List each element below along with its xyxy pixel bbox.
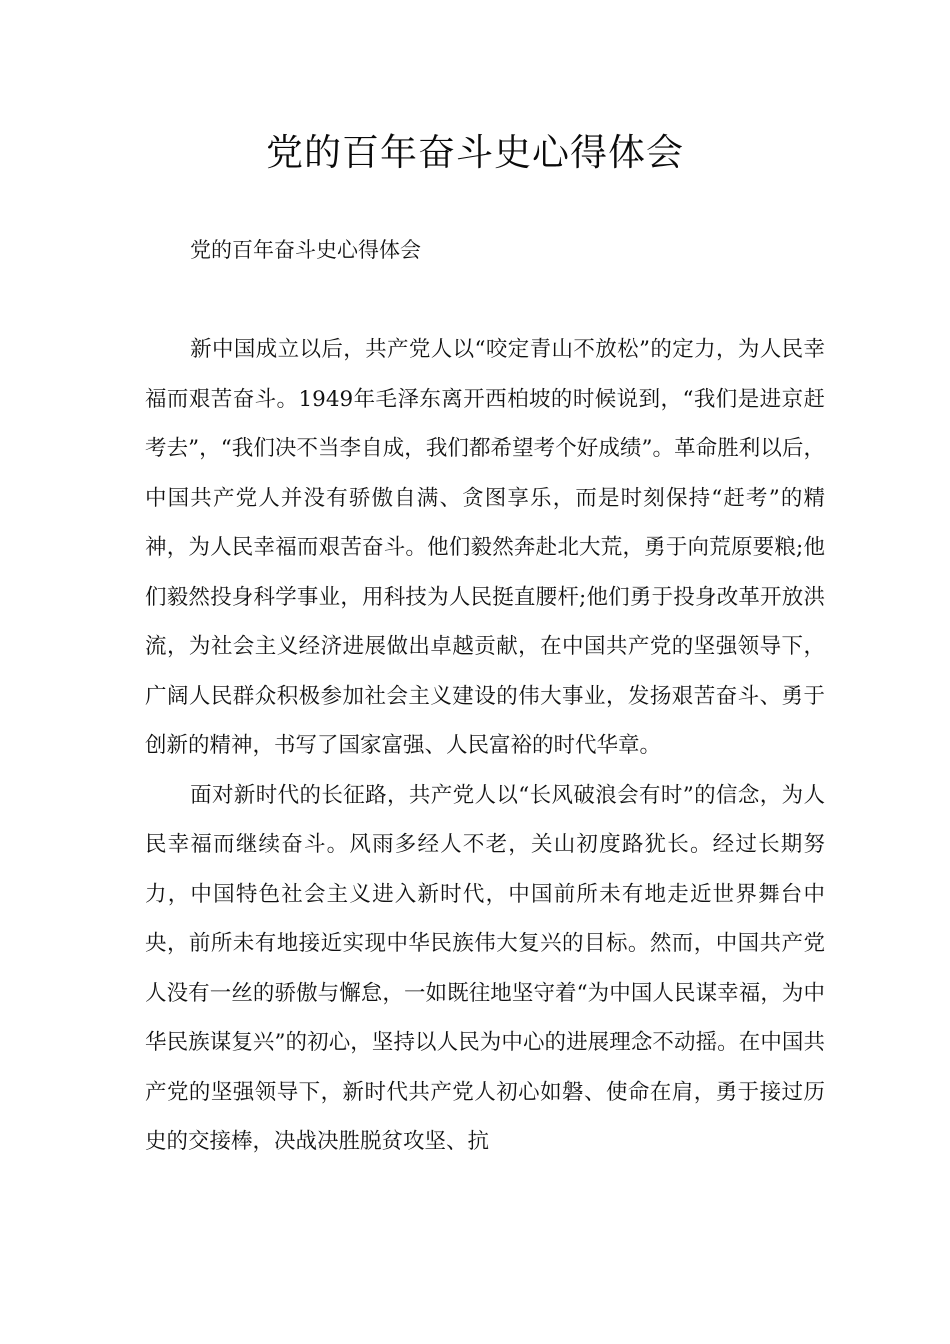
document-subtitle: 党的百年奋斗史心得体会: [190, 238, 421, 262]
document-body: [145, 325, 825, 1167]
document-title: 党的百年奋斗史心得体会: [266, 131, 684, 174]
paragraph-1: 新中国成立以后，共产党人以“咬定青山不放松”的定力，为人民幸福而艰苦奋斗。1949年毛泽东离开西柏坡的时候说到，“我们是进京赶考去”，“我们决不当李自成，我们都希望考个好成绩”。革命胜利以后，中国共产党人并没有骄傲自满、贪图享乐，而是时刻保持“赶考”的精神，为人民幸福而艰苦奋斗。他们毅然奔赴北大荒，勇于向荒原要粮;他们毅然投身科学事业，用科技为人民挺直腰杆;他们勇于投身改革开放洪流，为社会主义经济进展做出卓越贡献，在中国共产党的坚强领导下，广阔人民群众积极参加社会主义建设的伟大事业，发扬艰苦奋斗、勇于创新的精神，书写了国家富强、人民富裕的时代华章。: [145, 337, 825, 758]
paragraph-2: 面对新时代的长征路，共产党人以“长风破浪会有时”的信念，为人民幸福而继续奋斗。风雨多经人不老，关山初度路犹长。经过长期努力，中国特色社会主义进入新时代，中国前所未有地走近世界舞台中央，前所未有地接近实现中华民族伟大复兴的目标。然而，中国共产党人没有一丝的骄傲与懈怠，一如既往地坚守着“为中国人民谋幸福，为中华民族谋复兴”的初心，坚持以人民为中心的进展理念不动摇。在中国共产党的坚强领导下，新时代共产党人初心如磐、使命在肩，勇于接过历史的交接棒，决战决胜脱贫攻坚、抗: [145, 782, 825, 1154]
